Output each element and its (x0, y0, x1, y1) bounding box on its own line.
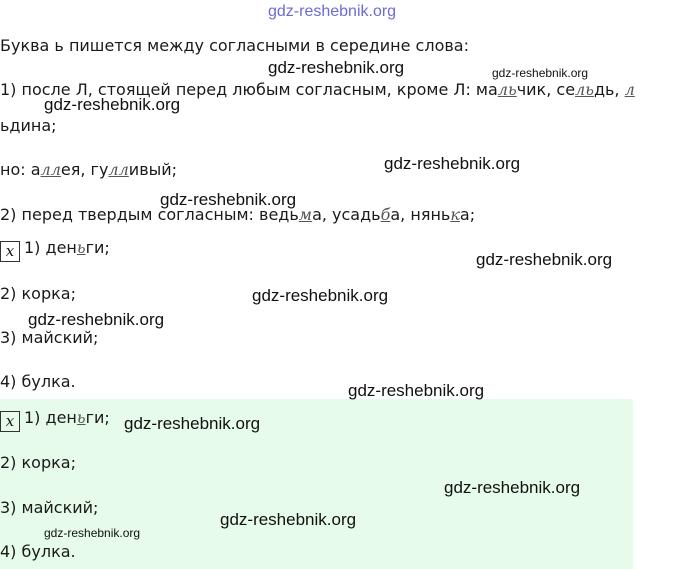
highlight-letters: лл (108, 160, 129, 179)
watermark: gdz-reshebnik.org (124, 414, 261, 433)
answer-mark-box: х (0, 241, 20, 262)
highlight-letters: ь (76, 238, 86, 257)
watermark: gdz-reshebnik.org (384, 154, 521, 173)
watermark: gdz-reshebnik.org (268, 58, 405, 77)
highlight-letters: л (624, 80, 635, 99)
answer-mark-box: х (0, 411, 20, 432)
highlight-letters: лл (40, 160, 61, 179)
watermark: gdz-reshebnik.org (492, 66, 589, 80)
rule-item-2-text: а, усадь (312, 205, 381, 224)
watermark-top: gdz-reshebnik.org (268, 3, 397, 20)
rule-item-1-text: чик, се (516, 80, 576, 99)
option-text: 1) ден (24, 408, 77, 427)
rule-item-2-text: а, нянь (390, 205, 451, 224)
highlight-letters: ль (497, 80, 517, 99)
answer-option-2: 2) корка; (0, 453, 76, 472)
question-option-2: 2) корка; (0, 284, 76, 303)
option-text: ги; (85, 408, 110, 427)
highlight-letters: к (450, 205, 460, 224)
watermark: gdz-reshebnik.org (28, 310, 165, 329)
rule-exception (0, 160, 177, 180)
highlight-letters: ь (76, 408, 86, 427)
answer-option-4: 4) булка. (0, 542, 76, 561)
watermark: gdz-reshebnik.org (160, 190, 297, 209)
rule-item-1-continued: ьдина; (0, 116, 57, 135)
watermark: gdz-reshebnik.org (220, 510, 357, 529)
question-option-3: 3) майский; (0, 328, 99, 347)
exception-text: ивый; (128, 160, 178, 179)
option-text: ги; (85, 238, 110, 257)
rule-heading: Буква ь пишется между согласными в середине слова: (0, 36, 469, 55)
watermark: gdz-reshebnik.org (44, 526, 141, 540)
option-text: 1) ден (24, 238, 77, 257)
answer-option-1 (0, 408, 110, 432)
exception-text: но: а (0, 160, 41, 179)
highlight-letters: м (298, 205, 313, 224)
rule-item-1-text: 1) после Л, стоящей перед любым согласным, кроме Л: ма (0, 80, 498, 99)
answer-option-3: 3) майский; (0, 498, 99, 517)
highlight-letters: ль (575, 80, 594, 99)
question-option-1 (0, 238, 110, 262)
exception-text: ея, гу (60, 160, 109, 179)
question-option-4: 4) булка. (0, 372, 76, 391)
watermark: gdz-reshebnik.org (44, 95, 181, 114)
rule-item-2-text: 2) перед твердым согласным: ведь (0, 205, 299, 224)
rule-item-2-text: а; (459, 205, 476, 224)
rule-item-1-text: дь, (593, 80, 625, 99)
watermark: gdz-reshebnik.org (348, 381, 485, 400)
watermark: gdz-reshebnik.org (476, 250, 613, 269)
highlight-letters: б (380, 205, 391, 224)
watermark: gdz-reshebnik.org (252, 286, 389, 305)
watermark: gdz-reshebnik.org (444, 478, 581, 497)
